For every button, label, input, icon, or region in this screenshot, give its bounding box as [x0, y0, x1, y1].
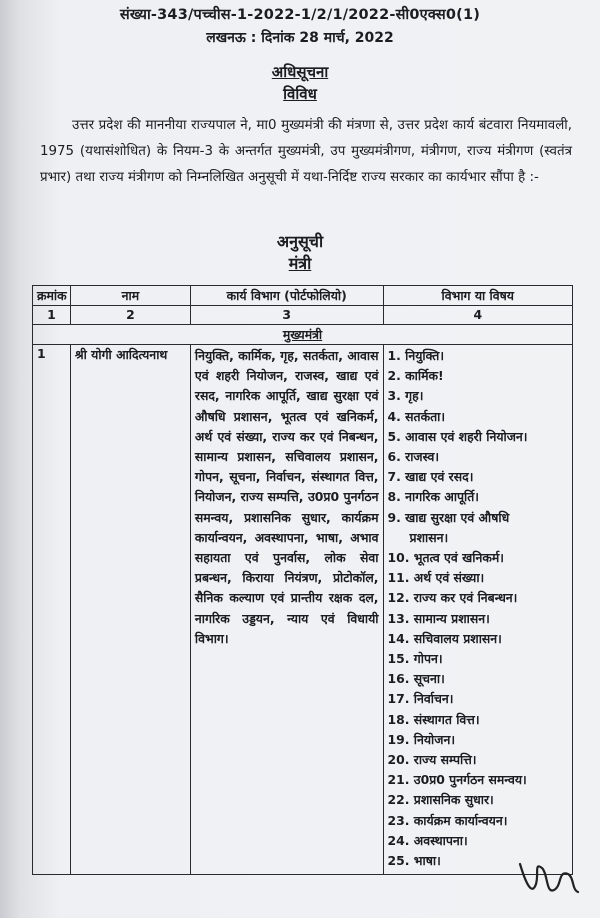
department-item: 22. प्रशासनिक सुधार। [387, 792, 494, 808]
department-item: 13. सामान्य प्रशासन। [387, 610, 490, 626]
schedule-title: अनुसूची [276, 232, 324, 251]
header-serial: क्रमांक [33, 286, 71, 306]
department-item: 11. अर्थ एवं संख्या। [387, 570, 485, 586]
signature-mark [512, 834, 582, 904]
department-item: 20. राज्य सम्पत्ति। [387, 752, 477, 768]
department-item: 23. कार्यक्रम कार्यान्वयन। [387, 812, 508, 828]
department-item: प्रशासन। [409, 529, 449, 545]
department-item: 19. नियोजन। [387, 731, 456, 747]
department-item: 3. गृह। [387, 388, 424, 404]
column-number-row [33, 306, 573, 325]
place-date: लखनऊ : दिनांक 28 मार्च, 2022 [206, 30, 394, 46]
department-item: 16. सूचना। [387, 671, 445, 687]
department-item: 9. खाद्य सुरक्षा एवं औषधि [387, 509, 510, 525]
table-row [33, 345, 573, 875]
department-item: 24. अवस्थापना। [387, 832, 468, 848]
reference-number: संख्या-343/पच्चीस-1-2022-1/2/1/2022-सी0एक्स0(1) [119, 7, 481, 23]
schedule-subtitle: मंत्री [288, 254, 312, 273]
department-item: 2. कार्मिक! [387, 368, 444, 384]
section-label: मुख्यमंत्री [33, 325, 573, 345]
minister-name: श्री योगी आदित्यनाथ [70, 345, 190, 875]
department-item: 21. उ0प्र0 पुनर्गठन समन्वय। [387, 772, 527, 788]
department-item: 1. नियुक्ति। [387, 348, 445, 363]
column-number: 4 [383, 306, 572, 325]
department-item: 17. निर्वाचन। [387, 691, 454, 707]
department-item: 10. भूतत्व एवं खनिकर्म। [387, 550, 504, 566]
department-item: 7. खाद्य एवं रसद। [387, 469, 474, 485]
department-item: 15. गोपन। [387, 651, 443, 667]
row-serial: 1 [33, 345, 71, 875]
department-item: 18. संस्थागत वित्त। [387, 711, 480, 727]
column-number: 1 [33, 306, 71, 325]
department-item: 14. सचिवालय प्रशासन। [387, 630, 502, 646]
department-item: 6. राजस्व। [387, 449, 440, 465]
column-number: 3 [190, 306, 383, 325]
schedule-table [32, 285, 573, 875]
miscellaneous-heading: विविध [283, 85, 317, 103]
department-item: 8. नागरिक आपूर्ति। [387, 489, 479, 505]
department-item: 4. सतर्कता। [387, 408, 446, 424]
department-item: 12. राज्य कर एवं निबन्धन। [387, 590, 518, 606]
department-item: 25. भाषा। [387, 853, 441, 869]
department-list [383, 345, 572, 875]
portfolio-text: नियुक्ति, कार्मिक, गृह, सतर्कता, आवास एवं शहरी नियोजन, राजस्व, खाद्य एवं रसद, नागरिक आपूर्ति, खाद्य सुरक्षा एवं औषधि प्रशासन, भूतत्व एवं खनिकर्म, अर्थ एवं संख्या, राज्य कर एवं निबन्धन, सामान्य प्रशासन, सचिवालय प्रशासन, गोपन, सूचना, निर्वाचन, संस्थागत वित्त, नियोजन, राज्य सम्पत्ति, उ0प्र0 पुनर्गठन समन्वय, प्रशासनिक सुधार, कार्यक्रम कार्यान्वयन, अवस्थापना, भाषा, अभाव सहायता एवं पुनर्वास, लोक सेवा प्रबन्धन, किराया नियंत्रण, प्रोटोकॉल, सैनिक कल्याण एवं प्रान्तीय रक्षक दल, नागरिक उड्डयन, न्याय एवं विधायी विभाग। [190, 345, 383, 875]
table-header-row [33, 286, 573, 306]
notification-heading: अधिसूचना [271, 63, 329, 81]
column-number: 2 [70, 306, 190, 325]
section-row [33, 325, 573, 345]
header-department: विभाग या विषय [383, 286, 572, 306]
department-item: 5. आवास एवं शहरी नियोजन। [387, 428, 528, 444]
header-name: नाम [70, 286, 190, 306]
header-portfolio: कार्य विभाग (पोर्टफोलियो) [190, 286, 383, 306]
notification-paragraph: उत्तर प्रदेश की माननीया राज्यपाल ने, मा0 मुख्यमंत्री की मंत्रणा से, उत्तर प्रदेश कार्य बंटवारा नियमावली, 1975 (यथासंशोधित) के नियम-3 के अन्तर्गत मुख्यमंत्री, उप मुख्यमंत्रीगण, मंत्रीगण, राज्य मंत्रीगण (स्वतंत्र प्रभार) तथा राज्य मंत्रीगण को निम्नलिखित अनुसूची में यथा-निर्दिष्ट राज्य सरकार का कार्यभार सौंपा है :- [40, 118, 572, 185]
